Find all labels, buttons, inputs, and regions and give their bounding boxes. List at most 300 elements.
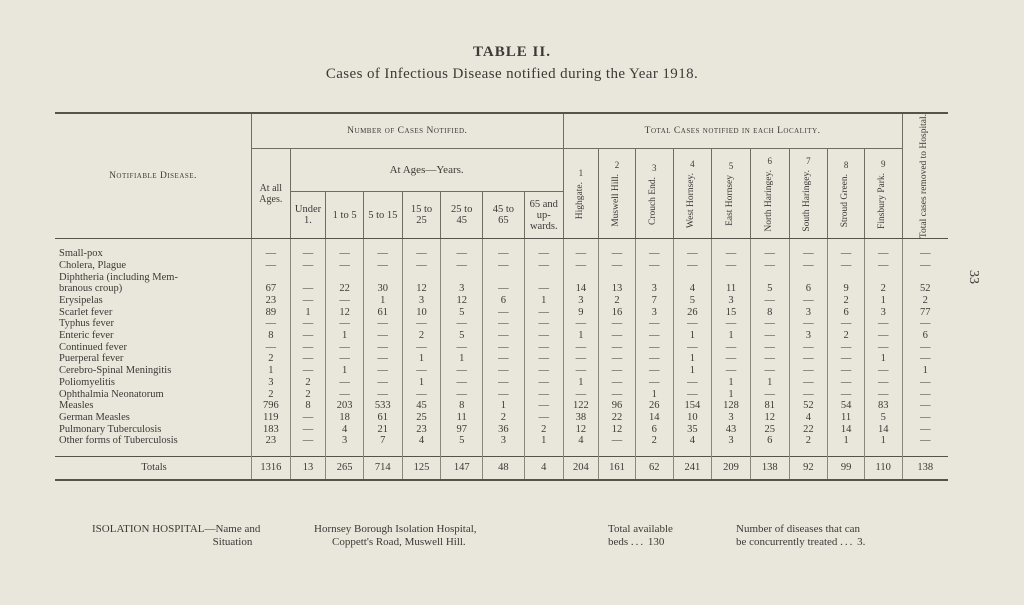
locality-7: 7 South Haringey. [789,149,828,239]
locality-5: 5 East Hornsey [712,149,751,239]
cell-value: 10 [402,307,441,319]
table-row [55,377,948,389]
cell-value: 5 [673,295,712,307]
cell-value: — [828,365,865,377]
disease-name: Poliomyelitis [59,376,116,388]
table-row [55,295,948,307]
cell-value [363,272,402,284]
cell-value: — [441,377,483,389]
concurrent-value: 3. [857,536,866,548]
cell-value: — [483,283,525,295]
locality-4: 4 West Hornsey. [673,149,712,239]
cell-value: — [789,318,828,330]
all-ages-header: At all Ages. [251,149,290,239]
cell-value: 30 [363,283,402,295]
cell-value: 6 [483,295,525,307]
isolation-hospital-label: ISOLATION HOSPITAL—Name and Situation [92,523,261,548]
age-15-to-25: 15 to 25 [402,192,441,239]
disease-name: German Measles [59,411,130,423]
cell-value: — [864,260,902,272]
cell-value: 8 [290,400,326,412]
cell-value: — [864,330,902,342]
disease-name: Ophthalmia Neonatorum [59,388,164,400]
cell-value: — [290,318,326,330]
cell-value: 1 [524,295,563,307]
cell-value: — [524,353,563,365]
age-under-1: Under 1. [290,192,326,239]
cell-value: 128 [712,400,751,412]
cell-value: 1 [524,435,563,447]
cell-value: — [524,248,563,260]
cell-value [864,272,902,284]
cell-value: — [712,260,751,272]
cell-value: 1 [673,353,712,365]
cell-value: 2 [251,353,290,365]
cell-value: 5 [864,412,902,424]
cell-value: — [563,365,599,377]
cell-value: — [599,318,636,330]
total-value: 161 [599,457,636,481]
cell-value: — [750,295,789,307]
cell-value: — [789,389,828,401]
total-value: 13 [290,457,326,481]
cell-value: — [599,330,636,342]
cell-value: — [290,353,326,365]
totals-row [55,457,948,481]
cell-value: — [290,260,326,272]
cell-value: — [750,342,789,354]
cell-value: — [363,260,402,272]
cell-value: — [251,260,290,272]
cell-value: 1 [441,353,483,365]
cell-value: — [673,248,712,260]
cell-value [326,272,364,284]
cell-value: 3 [483,435,525,447]
cell-value: 2 [902,295,948,307]
cell-value: — [290,248,326,260]
cell-value: — [864,389,902,401]
cell-value: 3 [712,435,751,447]
cell-value: 14 [864,424,902,436]
cell-value: — [326,295,364,307]
cell-value: — [363,342,402,354]
concurrent-diseases: Number of diseases that can be concurrently treated ... 3. [736,523,866,548]
cell-value: 122 [563,400,599,412]
cell-value: 15 [712,307,751,319]
cell-value: — [635,248,673,260]
disease-name: Small-pox [59,248,103,260]
cell-value: — [635,318,673,330]
cell-value: 3 [712,412,751,424]
cell-value: — [524,318,563,330]
cell-value: 52 [789,400,828,412]
cell-value: 2 [251,389,290,401]
cell-value: 5 [441,307,483,319]
cell-value: 1 [251,365,290,377]
cell-value: — [441,342,483,354]
age-1-to-5: 1 to 5 [326,192,364,239]
cell-value: — [251,342,290,354]
cell-value: — [712,248,751,260]
cell-value: 2 [828,330,865,342]
table-row [55,412,948,424]
total-value: 4 [524,457,563,481]
cell-value: 14 [828,424,865,436]
cell-value: 10 [673,412,712,424]
table-row [55,330,948,342]
cell-value: — [483,389,525,401]
total-value: 62 [635,457,673,481]
cell-value: 1 [673,330,712,342]
cell-value: — [828,389,865,401]
cell-value [635,272,673,284]
total-value: 147 [441,457,483,481]
cell-value: — [789,353,828,365]
cell-value: 12 [402,283,441,295]
cell-value: 3 [563,295,599,307]
cell-value: 3 [864,307,902,319]
disease-name: Diphtheria (including Mem- [59,271,178,283]
cell-value: — [902,435,948,447]
cell-value [789,272,828,284]
cell-value: 1 [326,330,364,342]
disease-name: Cholera, Plague [59,259,127,271]
total-value: 92 [789,457,828,481]
table-row [55,260,948,272]
cell-value: 83 [864,400,902,412]
disease-name: Scarlet fever [59,306,113,318]
cell-value: — [363,365,402,377]
cell-value: — [750,330,789,342]
cell-value: — [483,377,525,389]
cell-value: — [563,353,599,365]
cell-value: — [441,260,483,272]
cell-value: — [290,283,326,295]
cell-value: 1 [712,330,751,342]
table-title: TABLE II. [473,44,551,60]
cell-value: 4 [563,435,599,447]
disease-name: Pulmonary Tuberculosis [59,423,162,435]
disease-name: Cerebro-Spinal Meningitis [59,365,172,377]
cell-value: 1 [864,295,902,307]
cell-value: 9 [828,283,865,295]
cell-value: 2 [789,435,828,447]
cell-value: — [673,342,712,354]
cell-value: 89 [251,307,290,319]
disease-name: Measles [59,400,94,412]
cell-value: — [902,389,948,401]
cell-value: 154 [673,400,712,412]
disease-name: Enteric fever [59,330,114,342]
cell-value: 22 [326,283,364,295]
cell-value: 3 [789,307,828,319]
cell-value: — [789,260,828,272]
cell-value: 8 [441,400,483,412]
cell-value: — [563,342,599,354]
table-row [55,400,948,412]
table-row [55,435,948,447]
cell-value: 6 [902,330,948,342]
cell-value: 3 [712,295,751,307]
cell-value: — [750,318,789,330]
cell-value: 61 [363,412,402,424]
cell-value: 1 [712,389,751,401]
cell-value: 8 [750,307,789,319]
cell-value: 14 [563,283,599,295]
cell-value: — [326,377,364,389]
cell-value: 12 [326,307,364,319]
total-value: 265 [326,457,364,481]
cell-value [828,272,865,284]
cell-value: 2 [290,389,326,401]
disease-name: Continued fever [59,341,127,353]
cell-value: 1 [673,365,712,377]
cell-value: — [635,353,673,365]
cell-value: 3 [326,435,364,447]
cell-value: 1 [326,365,364,377]
total-value: 714 [363,457,402,481]
cell-value: — [483,353,525,365]
number-notified-header: Number of Cases Notified. [251,113,563,149]
cell-value: — [673,318,712,330]
cell-value: 26 [673,307,712,319]
cell-value: 11 [441,412,483,424]
cell-value: — [363,330,402,342]
cell-value: — [524,307,563,319]
cell-value: — [599,248,636,260]
cell-value: 1 [563,330,599,342]
cell-value: — [599,377,636,389]
cell-value: — [563,389,599,401]
cell-value: 36 [483,424,525,436]
locality-9: 9 Finsbury Park. [864,149,902,239]
cell-value: 1 [864,353,902,365]
cell-value: 2 [524,424,563,436]
cell-value: — [290,330,326,342]
cell-value: 1 [750,377,789,389]
cell-value: — [563,318,599,330]
cell-value: — [326,248,364,260]
cell-value: — [902,400,948,412]
locality-header: Total Cases notified in each Locality. [563,113,902,149]
available-beds: Total available beds ... 130 [608,523,673,548]
cell-value: — [441,318,483,330]
cell-value: — [363,353,402,365]
cell-value: — [290,295,326,307]
cell-value: — [326,318,364,330]
cell-value: — [563,260,599,272]
cell-value: 26 [635,400,673,412]
cell-value: 6 [635,424,673,436]
cell-value: — [524,400,563,412]
cell-value: — [902,424,948,436]
cell-value: 6 [750,435,789,447]
locality-1: 1 Highgate. [563,149,599,239]
disease-name: branous croup) [59,283,123,295]
cell-value: — [441,389,483,401]
cell-value: 183 [251,424,290,436]
cell-value: — [750,260,789,272]
cell-value: — [524,377,563,389]
table-row [55,318,948,330]
cell-value: — [524,389,563,401]
cell-value [441,272,483,284]
cell-value: — [712,353,751,365]
cell-value: — [902,353,948,365]
beds-value: 130 [647,536,665,548]
cell-value: — [599,342,636,354]
cell-value: — [402,365,441,377]
cell-value: 3 [251,377,290,389]
cell-value: 12 [750,412,789,424]
cell-value: — [635,365,673,377]
cell-value: 2 [402,330,441,342]
cell-value: 61 [363,307,402,319]
cell-value: 81 [750,400,789,412]
cell-value: 2 [828,295,865,307]
cell-value: — [902,260,948,272]
cell-value: — [483,342,525,354]
table-subtitle: Cases of Infectious Disease notified during the Year 1918. [325,66,699,82]
cell-value: 3 [402,295,441,307]
cell-value: — [635,330,673,342]
cell-value: — [828,248,865,260]
cell-value: — [902,248,948,260]
cell-value: 12 [563,424,599,436]
cell-value: 97 [441,424,483,436]
cell-value: 13 [599,283,636,295]
cell-value: — [290,412,326,424]
table-row [55,307,948,319]
cell-value: — [864,342,902,354]
cell-value: — [483,248,525,260]
cell-value: 2 [599,295,636,307]
cell-value: — [524,283,563,295]
cell-value: 3 [635,307,673,319]
cell-value: 119 [251,412,290,424]
total-value: 209 [712,457,751,481]
cell-value: 1 [402,377,441,389]
cell-value: 533 [363,400,402,412]
cell-value: 52 [902,283,948,295]
cell-value: — [635,260,673,272]
cell-value: — [673,377,712,389]
cell-value: 1 [563,377,599,389]
cell-value: — [524,342,563,354]
cell-value: 1 [402,353,441,365]
cell-value [402,272,441,284]
cell-value: 77 [902,307,948,319]
cell-value: 3 [635,283,673,295]
cell-value [524,272,563,284]
cell-value: 1 [828,435,865,447]
cell-value: — [828,377,865,389]
cell-value: — [441,365,483,377]
cell-value: — [251,318,290,330]
cell-value: — [750,365,789,377]
cell-value: — [402,318,441,330]
table-row [55,283,948,295]
table-row [55,389,948,401]
cell-value: — [563,248,599,260]
cell-value: 2 [864,283,902,295]
locality-2: 2 Muswell Hill. [599,149,636,239]
cell-value: 25 [402,412,441,424]
total-value: 110 [864,457,902,481]
cell-value: 43 [712,424,751,436]
locality-3: 3 Crouch End. [635,149,673,239]
total-value: 241 [673,457,712,481]
cell-value: — [828,342,865,354]
cell-value: 23 [402,424,441,436]
cell-value: — [828,353,865,365]
cell-value: — [750,353,789,365]
locality-8: 8 Stroud Green. [828,149,865,239]
cell-value: — [363,248,402,260]
cell-value: — [902,342,948,354]
cell-value: — [363,377,402,389]
cell-value: — [673,389,712,401]
cell-value: 9 [563,307,599,319]
at-ages-header: At Ages—Years. [290,149,563,192]
cell-value: 22 [789,424,828,436]
cell-value: 7 [635,295,673,307]
cell-value: — [789,342,828,354]
age-45-to-65: 45 to 65 [483,192,525,239]
cell-value: 23 [251,435,290,447]
cell-value: 11 [712,283,751,295]
cell-value: 8 [251,330,290,342]
cell-value: — [326,389,364,401]
cell-value: — [635,342,673,354]
cell-value: — [441,248,483,260]
cell-value: 4 [673,283,712,295]
cell-value: 5 [441,330,483,342]
cell-value: 16 [599,307,636,319]
cell-value: — [483,307,525,319]
cell-value: — [673,260,712,272]
cell-value: 45 [402,400,441,412]
table-row [55,272,948,284]
cell-value: 7 [363,435,402,447]
age-25-to-45: 25 to 45 [441,192,483,239]
cell-value: — [483,365,525,377]
total-value: 99 [828,457,865,481]
total-value: 138 [902,457,948,481]
cell-value: — [599,353,636,365]
cell-value: — [599,365,636,377]
total-value: 1316 [251,457,290,481]
page-number: 33 [966,270,981,284]
cell-value: 2 [483,412,525,424]
cell-value: — [712,365,751,377]
table-row [55,424,948,436]
cell-value: — [402,389,441,401]
cell-value: — [483,260,525,272]
cell-value: — [828,260,865,272]
cell-value: 12 [441,295,483,307]
cell-value: — [599,389,636,401]
cell-value [251,272,290,284]
cell-value: — [363,318,402,330]
isolation-hospital-name: Hornsey Borough Isolation Hospital, Coppett's Road, Muswell Hill. [314,523,477,548]
cell-value [599,272,636,284]
cell-value: — [402,248,441,260]
cell-value: 6 [828,307,865,319]
cell-value: 1 [290,307,326,319]
cell-value: 203 [326,400,364,412]
cell-value: — [864,377,902,389]
